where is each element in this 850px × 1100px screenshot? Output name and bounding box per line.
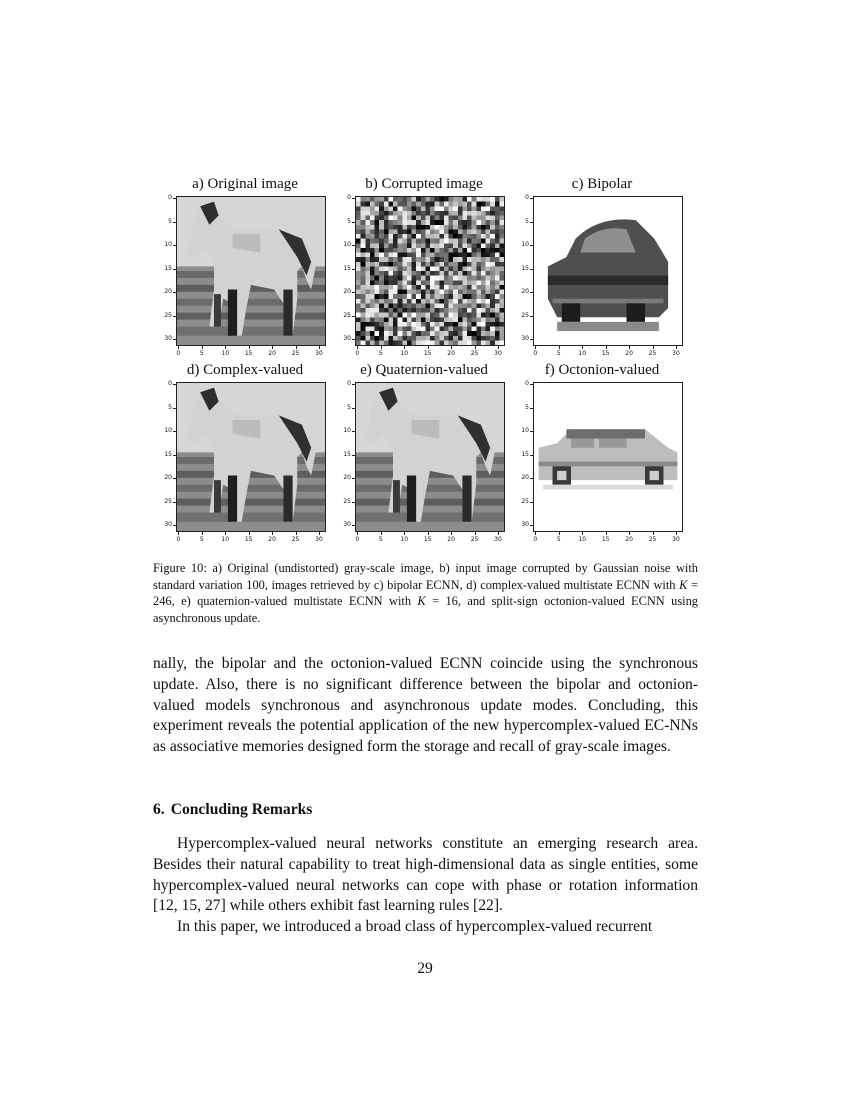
x-tick-label: 5 [199, 350, 204, 357]
y-tick-mark [530, 431, 533, 432]
x-tick-label: 20 [268, 536, 276, 543]
y-tick-label: 10 [343, 241, 351, 249]
y-tick-mark [173, 431, 176, 432]
x-tick-mark [428, 346, 429, 349]
y-tick-mark [173, 316, 176, 317]
y-tick-label: 15 [343, 264, 351, 272]
y-tick-label: 15 [521, 450, 529, 458]
x-tick-label: 30 [315, 536, 323, 543]
y-tick-mark [352, 502, 355, 503]
x-tick-label: 0 [533, 350, 538, 357]
y-tick-mark [530, 292, 533, 293]
x-tick-mark [249, 532, 250, 535]
x-tick-mark [559, 532, 560, 535]
y-tick-label: 0 [168, 194, 172, 202]
y-tick-label: 10 [521, 241, 529, 249]
x-tick-mark [272, 346, 273, 349]
y-tick-label: 0 [525, 380, 529, 388]
y-tick-label: 15 [343, 450, 351, 458]
y-tick-label: 25 [164, 497, 172, 505]
y-tick-label: 5 [347, 217, 351, 225]
y-tick-label: 20 [521, 288, 529, 296]
x-tick-label: 15 [423, 350, 432, 357]
x-tick-mark [653, 346, 654, 349]
y-tick-label: 0 [525, 194, 529, 202]
x-tick-mark [272, 532, 273, 535]
y-tick-mark [352, 222, 355, 223]
y-tick-mark [530, 478, 533, 479]
x-tick-mark [475, 346, 476, 349]
y-tick-mark [530, 502, 533, 503]
x-tick-mark [225, 532, 226, 535]
panel-b-image [355, 196, 505, 346]
x-tick-mark [381, 346, 382, 349]
x-tick-label: 25 [648, 350, 657, 357]
x-tick-mark [653, 532, 654, 535]
x-tick-mark [202, 532, 203, 535]
x-tick-label: 0 [355, 350, 360, 357]
panel-d-image [176, 382, 326, 532]
x-tick-mark [428, 532, 429, 535]
x-tick-mark [451, 532, 452, 535]
x-tick-mark [582, 532, 583, 535]
concluding-remarks-text [153, 834, 698, 938]
x-tick-label: 0 [176, 536, 181, 543]
x-tick-mark [225, 346, 226, 349]
x-tick-label: 20 [447, 350, 455, 357]
y-tick-label: 20 [521, 474, 529, 482]
panel-a-title: a) Original image [192, 176, 298, 192]
x-tick-label: 10 [578, 536, 587, 543]
x-tick-label: 5 [556, 350, 561, 357]
y-tick-mark [352, 408, 355, 409]
x-tick-label: 10 [400, 536, 409, 543]
x-tick-label: 25 [648, 536, 657, 543]
y-tick-mark [173, 525, 176, 526]
x-tick-label: 30 [494, 350, 502, 357]
y-tick-mark [530, 525, 533, 526]
x-tick-label: 5 [556, 536, 561, 543]
y-tick-label: 10 [164, 241, 172, 249]
y-tick-mark [173, 222, 176, 223]
x-tick-mark [629, 532, 630, 535]
x-tick-mark [296, 346, 297, 349]
y-tick-label: 30 [521, 334, 529, 342]
y-tick-label: 5 [347, 403, 351, 411]
panel-e-image [355, 382, 505, 532]
x-tick-label: 10 [578, 350, 587, 357]
figure-caption: Figure 10: a) Original (undistorted) gray-scale image, b) input image corrupted by Gaussian noise with standard variation 100, images retrieved by c) bipolar ECNN, d) complex-valued multistate ECNN with K = 246, e) quaternion-valued multistate ECNN with K = 16, and split-sign octonion-valued ECNN using asynchronous update. [153, 561, 698, 625]
x-tick-mark [404, 346, 405, 349]
x-tick-mark [606, 346, 607, 349]
x-tick-mark [606, 532, 607, 535]
y-tick-label: 20 [164, 474, 172, 482]
y-tick-label: 25 [521, 311, 529, 319]
x-tick-label: 15 [244, 350, 253, 357]
x-tick-mark [629, 346, 630, 349]
x-tick-mark [535, 532, 536, 535]
x-tick-label: 15 [423, 536, 432, 543]
x-tick-label: 0 [355, 536, 360, 543]
y-tick-label: 30 [343, 520, 351, 528]
x-tick-label: 15 [244, 536, 253, 543]
page-number: 29 [417, 960, 433, 977]
y-tick-mark [352, 384, 355, 385]
x-tick-mark [451, 346, 452, 349]
y-tick-label: 30 [164, 334, 172, 342]
y-tick-label: 5 [525, 217, 529, 225]
x-tick-mark [498, 346, 499, 349]
y-tick-mark [173, 245, 176, 246]
x-tick-label: 30 [672, 536, 680, 543]
x-tick-mark [535, 346, 536, 349]
y-tick-label: 5 [168, 217, 172, 225]
x-tick-mark [296, 532, 297, 535]
y-tick-label: 25 [343, 497, 351, 505]
y-tick-label: 0 [347, 380, 351, 388]
y-tick-mark [352, 198, 355, 199]
y-tick-mark [173, 198, 176, 199]
x-tick-mark [498, 532, 499, 535]
y-tick-mark [173, 339, 176, 340]
y-tick-mark [530, 245, 533, 246]
panel-f-image [533, 382, 683, 532]
y-tick-mark [173, 292, 176, 293]
y-tick-mark [352, 292, 355, 293]
y-tick-mark [530, 316, 533, 317]
y-tick-mark [352, 478, 355, 479]
y-tick-mark [530, 269, 533, 270]
x-tick-label: 10 [221, 536, 230, 543]
x-tick-mark [357, 532, 358, 535]
y-tick-mark [352, 525, 355, 526]
y-tick-label: 10 [164, 427, 172, 435]
y-tick-label: 15 [521, 264, 529, 272]
x-tick-label: 20 [268, 350, 276, 357]
panel-c-title: c) Bipolar [571, 176, 633, 192]
y-tick-label: 30 [521, 520, 529, 528]
x-tick-label: 0 [533, 536, 538, 543]
x-tick-mark [404, 532, 405, 535]
x-tick-mark [381, 532, 382, 535]
panel-e-title: e) Quaternion-valued [360, 362, 488, 378]
x-tick-label: 15 [601, 536, 610, 543]
y-tick-mark [352, 316, 355, 317]
panel-d-title: d) Complex-valued [186, 362, 304, 378]
x-tick-mark [202, 346, 203, 349]
y-tick-mark [530, 455, 533, 456]
panel-a-image [176, 196, 326, 346]
y-tick-label: 30 [343, 334, 351, 342]
concluding-paragraph-1: Hypercomplex-valued neural networks constitute an emerging research area. Besides their natural capability to treat high-dimensional data as single entities, some hypercomplex-valued neural networks can cope with phase or rotation information [12, 15, 27] while others exhibit fast learning rules [22]. [153, 835, 698, 915]
y-tick-mark [352, 245, 355, 246]
y-tick-mark [173, 269, 176, 270]
y-tick-label: 20 [343, 288, 351, 296]
x-tick-label: 15 [601, 350, 610, 357]
y-tick-mark [530, 222, 533, 223]
x-tick-label: 30 [672, 350, 680, 357]
x-tick-label: 5 [378, 350, 383, 357]
x-tick-mark [475, 532, 476, 535]
panel-c-image [533, 196, 683, 346]
y-tick-mark [530, 198, 533, 199]
x-tick-label: 25 [470, 350, 479, 357]
y-tick-label: 25 [521, 497, 529, 505]
x-tick-label: 20 [447, 536, 455, 543]
x-tick-label: 25 [470, 536, 479, 543]
x-tick-mark [676, 532, 677, 535]
x-tick-label: 20 [625, 536, 633, 543]
x-tick-label: 30 [494, 536, 502, 543]
x-tick-mark [319, 532, 320, 535]
y-tick-label: 5 [525, 403, 529, 411]
y-tick-mark [173, 455, 176, 456]
x-tick-mark [319, 346, 320, 349]
x-tick-mark [559, 346, 560, 349]
y-tick-label: 0 [168, 380, 172, 388]
y-tick-label: 20 [343, 474, 351, 482]
x-tick-mark [357, 346, 358, 349]
y-tick-mark [352, 431, 355, 432]
y-tick-label: 15 [164, 450, 172, 458]
y-tick-label: 25 [164, 311, 172, 319]
y-tick-label: 30 [164, 520, 172, 528]
y-tick-mark [173, 408, 176, 409]
y-tick-mark [352, 339, 355, 340]
x-tick-label: 10 [221, 350, 230, 357]
x-tick-mark [249, 346, 250, 349]
x-tick-label: 25 [291, 536, 300, 543]
section-heading: 6. Concluding Remarks [153, 801, 313, 818]
y-tick-mark [352, 455, 355, 456]
x-tick-label: 5 [199, 536, 204, 543]
y-tick-mark [352, 269, 355, 270]
panel-b-title: b) Corrupted image [365, 176, 483, 192]
y-tick-label: 5 [168, 403, 172, 411]
panel-f-title: f) Octonion-valued [544, 362, 660, 378]
x-tick-mark [178, 346, 179, 349]
x-tick-mark [178, 532, 179, 535]
y-tick-label: 10 [343, 427, 351, 435]
x-tick-label: 25 [291, 350, 300, 357]
x-tick-label: 0 [176, 350, 181, 357]
y-tick-label: 0 [347, 194, 351, 202]
y-tick-mark [530, 384, 533, 385]
y-tick-mark [173, 502, 176, 503]
y-tick-label: 10 [521, 427, 529, 435]
y-tick-label: 15 [164, 264, 172, 272]
x-tick-label: 10 [400, 350, 409, 357]
x-tick-mark [676, 346, 677, 349]
x-tick-label: 5 [378, 536, 383, 543]
y-tick-label: 20 [164, 288, 172, 296]
x-tick-label: 20 [625, 350, 633, 357]
y-tick-mark [173, 384, 176, 385]
y-tick-mark [173, 478, 176, 479]
concluding-paragraph-2: In this paper, we introduced a broad class of hypercomplex-valued recurrent [177, 918, 653, 936]
x-tick-mark [582, 346, 583, 349]
y-tick-label: 25 [343, 311, 351, 319]
x-tick-label: 30 [315, 350, 323, 357]
y-tick-mark [530, 339, 533, 340]
body-paragraph-continuation: nally, the bipolar and the octonion-valued ECNN coincide using the synchronous update. Also, there is no significant difference between the bipolar and octonion-valued models synchronous and asynchronous update modes. Concluding, this experiment reveals the potential application of the new hypercomplex-valued EC-NNs as associative memories designed form the storage and recall of gray-scale images. [153, 655, 698, 756]
y-tick-mark [530, 408, 533, 409]
